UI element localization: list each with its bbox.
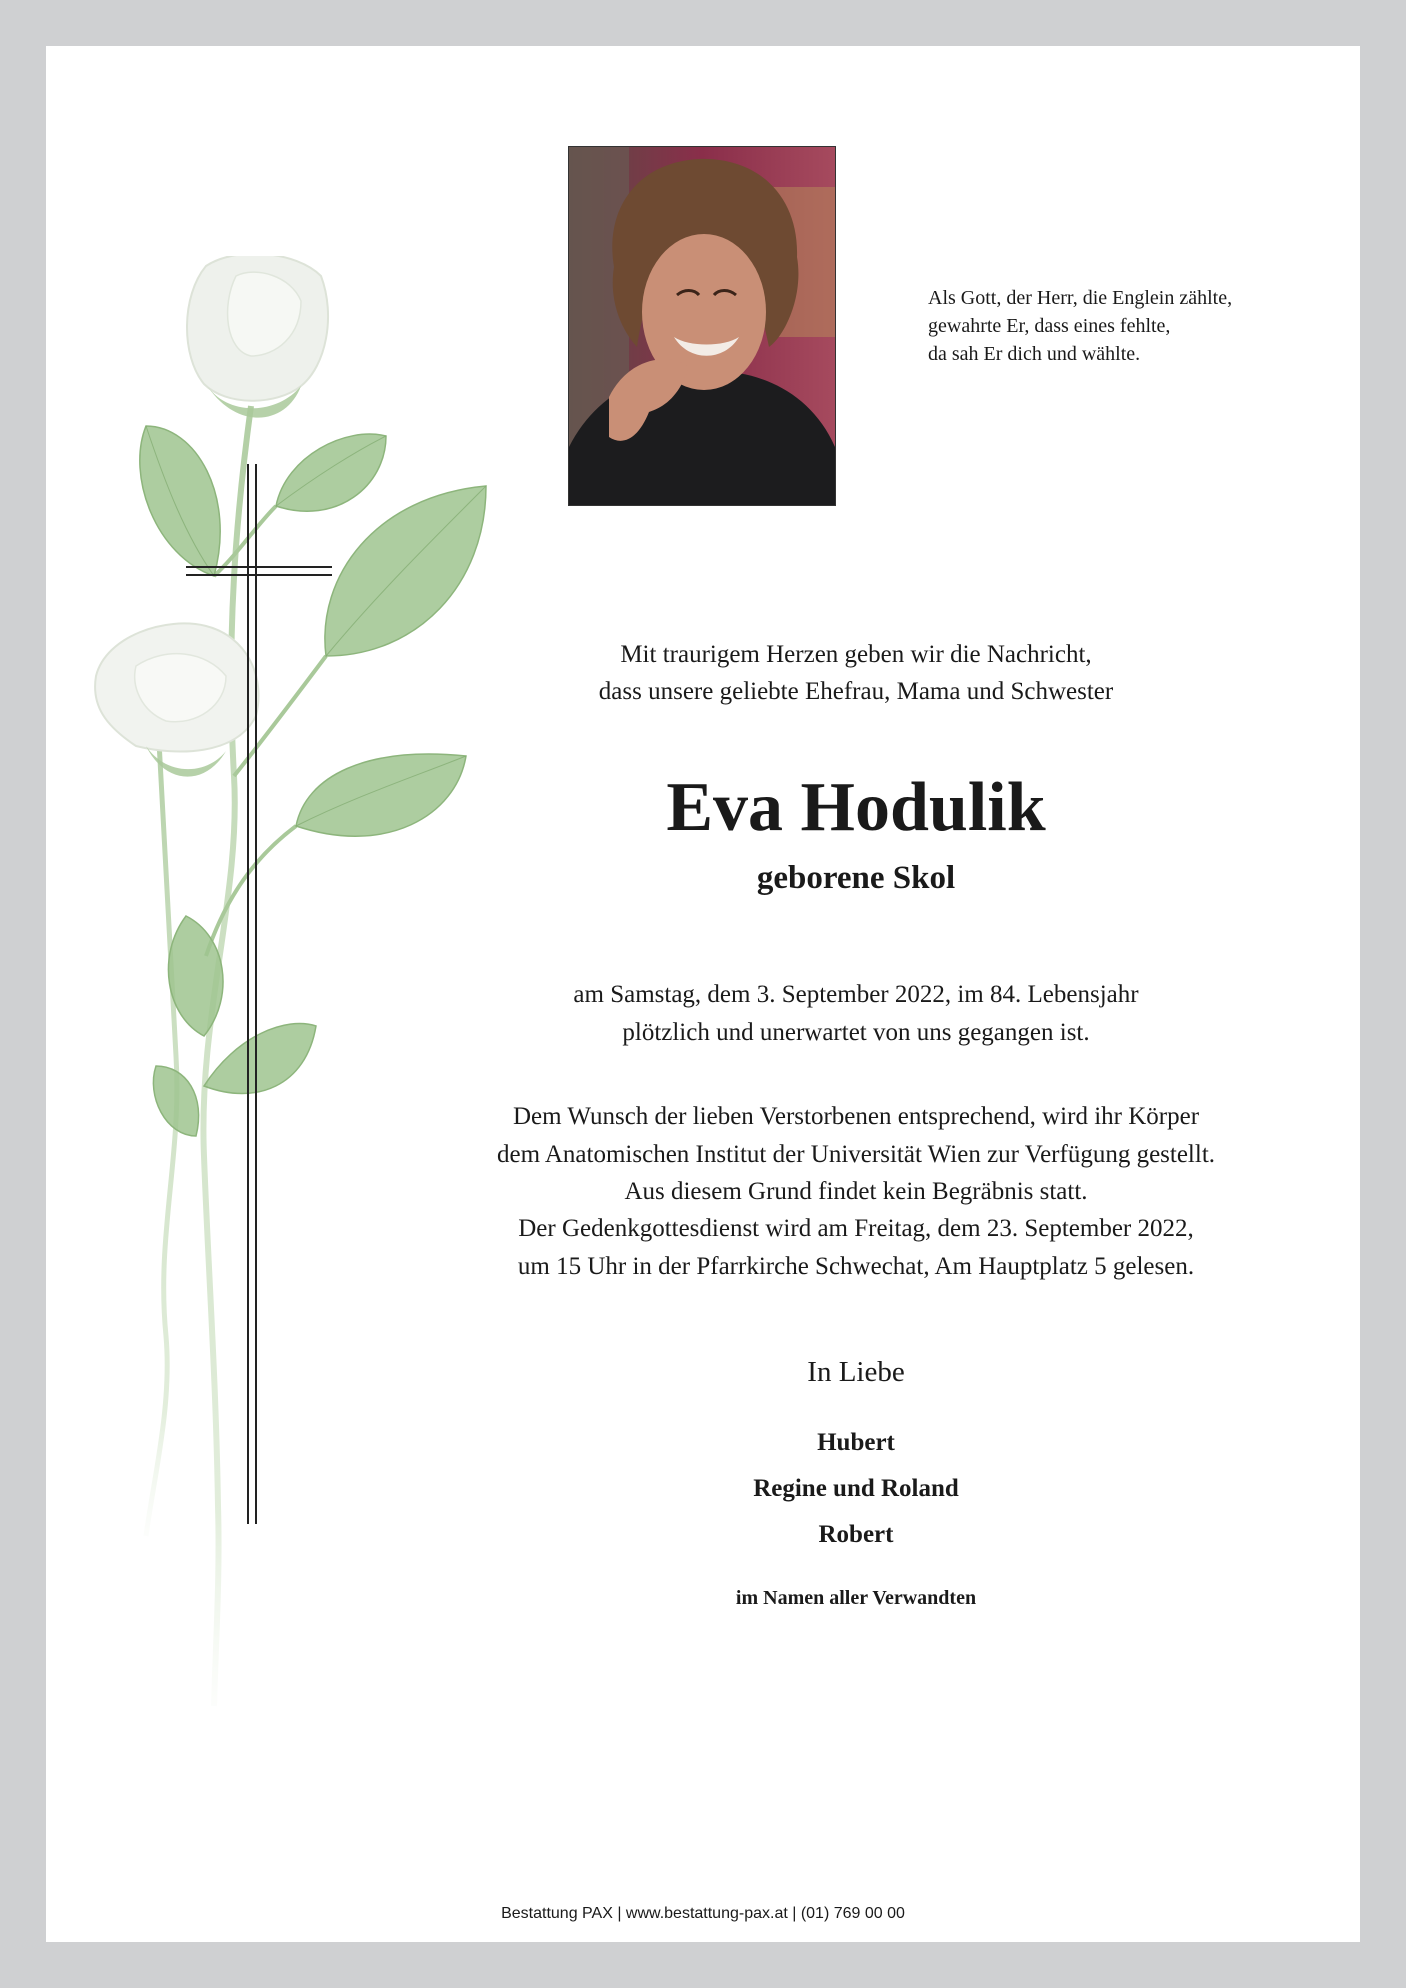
death-notice-line: plötzlich und unerwartet von uns gegangen ist. [622,1018,1090,1046]
body-donation-notice [426,1098,1286,1211]
signer-name: Regine und Roland [753,1475,959,1502]
cross-icon [186,464,336,1526]
deceased-name: Eva Hodulik [666,769,1046,846]
cross-vertical-line [247,464,249,1524]
body-donation-line: Dem Wunsch der lieben Verstorbenen entsprechend, wird ihr Körper [512,1103,1200,1130]
poem-line: gewahrte Er, dass eines fehlte, [928,315,1171,337]
death-notice [426,976,1286,1051]
maiden-name: geborene Skol [756,860,956,896]
cross-vertical-line [255,464,257,1524]
memorial-service-line: Der Gedenkgottesdienst wird am Freitag, dem 23. September 2022, [518,1215,1194,1242]
intro-line: Mit traurigem Herzen geben wir die Nachricht, [620,641,1092,668]
memorial-service-line: um 15 Uhr in der Pfarrkirche Schwechat, Am Hauptplatz 5 gelesen. [517,1252,1195,1280]
signer-name: Robert [818,1521,894,1548]
closing-phrase: In Liebe [807,1356,905,1388]
cross-horizontal-line [186,566,332,568]
portrait-illustration [569,147,835,505]
signers-list [426,1420,1286,1558]
signer-name: Hubert [817,1429,895,1456]
poem [928,284,1328,368]
obituary-card [46,46,1360,1942]
body-donation-line: dem Anatomischen Institut der Universität Wien zur Verfügung gestellt. [496,1140,1216,1168]
intro-line: dass unsere geliebte Ehefrau, Mama und Schwester [598,678,1114,705]
body-donation-line: Aus diesem Grund findet kein Begräbnis statt. [624,1178,1088,1205]
intro-text [426,636,1286,710]
footer-contact: Bestattung PAX | www.bestattung-pax.at | (01) 769 00 00 [501,1905,905,1922]
poem-line: Als Gott, der Herr, die Englein zählte, [928,287,1233,309]
death-notice-line: am Samstag, dem 3. September 2022, im 84. Lebensjahr [573,981,1139,1008]
memorial-service-notice [426,1210,1286,1285]
portrait-photo [568,146,836,506]
poem-line: da sah Er dich und wählte. [928,343,1141,365]
cross-horizontal-line [186,574,332,576]
rose-bud-upper [187,256,328,418]
relatives-note: im Namen aller Verwandten [735,1587,977,1609]
